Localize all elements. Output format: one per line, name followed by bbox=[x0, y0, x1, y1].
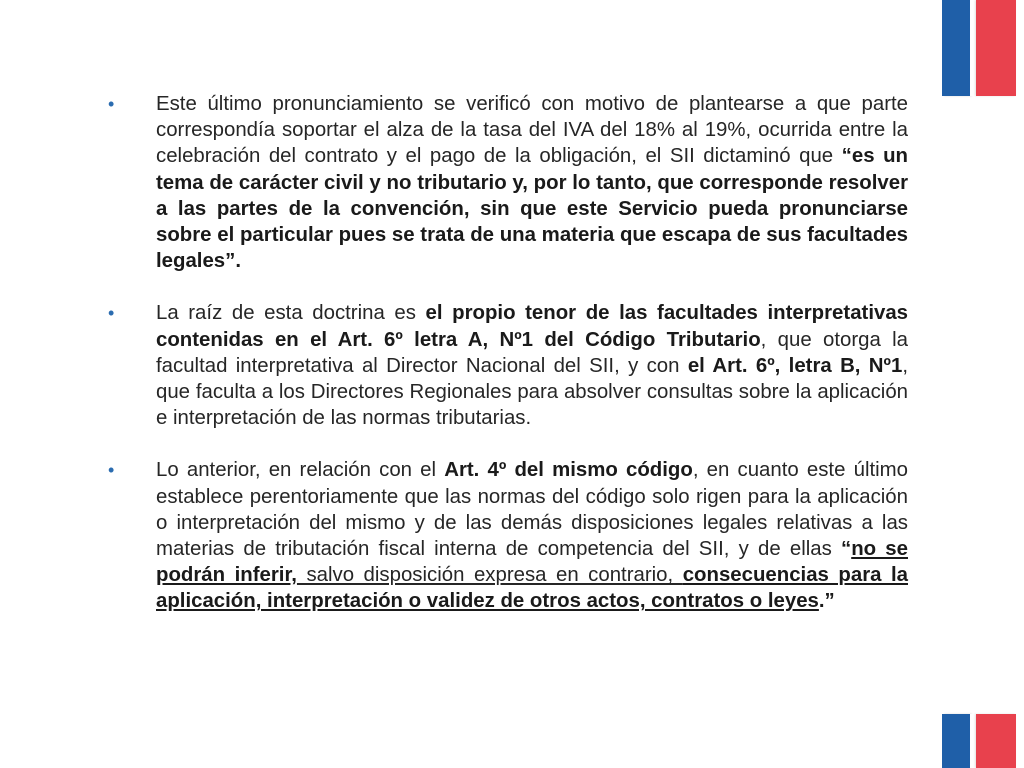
text-segment: salvo disposición expresa en contrario, bbox=[296, 564, 683, 587]
flag-blue-stripe bbox=[942, 714, 970, 768]
text-segment: “es un tema de carácter civil y no tributario y, por lo tanto, que corresponde resolver a las partes de la convención, sin que este Servicio pueda pronunciarse sobre el particular pues se trata de una materia que escapa de sus facultades legales”. bbox=[156, 145, 908, 273]
text-segment: el Art. 6º, letra B, Nº1 bbox=[687, 354, 903, 377]
flag-red-stripe bbox=[976, 0, 1016, 96]
text-segment: La raíz de esta doctrina es bbox=[156, 302, 426, 325]
flag-decoration-top bbox=[942, 0, 1016, 96]
bullet-list bbox=[108, 91, 908, 641]
text-segment: , que otorga la facultad interpretativa al Director Nacional del SII, y con bbox=[156, 328, 908, 377]
bullet-paragraph bbox=[108, 91, 908, 274]
text-segment: Este último pronunciamiento se verificó con motivo de plantearse a que parte correspondía soportar el alza de la tasa del IVA del 18% al 19%, ocurrida entre la celebración del contrato y el pago de la obligación, el SII dictaminó que bbox=[156, 93, 908, 168]
paragraph-text bbox=[156, 459, 908, 612]
text-segment: el propio tenor de las facultades interpretativas contenidas en el Art. 6º letra A, Nº1 del Código Tributario bbox=[156, 302, 909, 351]
bullet-icon: • bbox=[108, 303, 115, 324]
text-segment: Lo anterior, en relación con el bbox=[156, 459, 445, 482]
text-segment: consecuencias para la aplicación, interpretación o validez de otros actos, contratos o leyes bbox=[156, 564, 908, 613]
text-segment: “ bbox=[841, 538, 852, 561]
bullet-paragraph bbox=[108, 457, 908, 614]
bullet-icon: • bbox=[108, 460, 115, 481]
paragraph-text bbox=[156, 302, 908, 429]
flag-decoration-bottom bbox=[942, 714, 1016, 768]
bullet-icon: • bbox=[108, 94, 115, 114]
flag-blue-stripe bbox=[942, 0, 970, 96]
text-segment: , en cuanto este último establece perentoriamente que las normas del código solo rigen para la aplicación o interpretación del mismo y de las demás disposiciones legales relativas a las materias de tributación fiscal interna de competencia del SII, y de ellas bbox=[156, 459, 908, 561]
text-segment: , que faculta a los Directores Regionales para absolver consultas sobre la aplicación e interpretación de las normas tributarias. bbox=[156, 354, 908, 430]
bullet-paragraph bbox=[108, 300, 908, 431]
paragraph-text bbox=[156, 93, 908, 272]
flag-red-stripe bbox=[976, 714, 1016, 768]
text-segment: Art. 4º del mismo código bbox=[444, 459, 693, 482]
text-segment: .” bbox=[818, 590, 835, 613]
text-segment: no se podrán inferir, bbox=[156, 538, 908, 587]
